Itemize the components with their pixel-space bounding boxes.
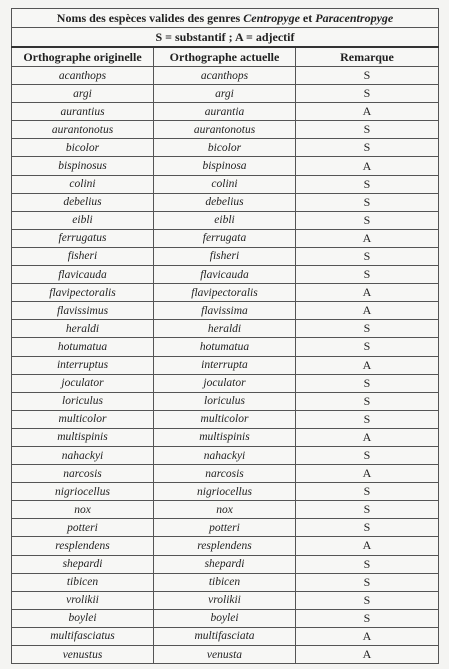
original-spelling-cell: bispinosus <box>12 157 154 175</box>
table-row <box>12 121 439 139</box>
original-spelling-cell: nahackyi <box>12 446 154 464</box>
original-spelling-cell: boylei <box>12 609 154 627</box>
title-connector: et <box>299 10 316 25</box>
original-spelling-cell: aurantius <box>12 103 154 121</box>
remark-cell: S <box>296 410 439 428</box>
original-spelling-cell: flavicauda <box>12 266 154 284</box>
title-prefix: Noms des espèces valides des genres <box>56 10 244 25</box>
table-row <box>12 211 439 229</box>
table-row <box>12 627 439 645</box>
remark-cell: S <box>296 519 439 537</box>
table-row <box>12 465 439 483</box>
table-row <box>12 157 439 175</box>
table-row <box>12 103 439 121</box>
original-spelling-cell: multifasciatus <box>12 627 154 645</box>
current-spelling-cell: interrupta <box>154 356 296 374</box>
table-row <box>12 320 439 338</box>
original-spelling-cell: resplendens <box>12 537 154 555</box>
original-spelling-cell: colini <box>12 175 154 193</box>
original-spelling-cell: acanthops <box>12 67 154 85</box>
table-row <box>12 609 439 627</box>
remark-cell: S <box>296 175 439 193</box>
original-spelling-cell: vrolikii <box>12 591 154 609</box>
original-spelling-cell: ferrugatus <box>12 229 154 247</box>
original-spelling-cell: fisheri <box>12 247 154 265</box>
current-spelling-cell: ferrugata <box>154 229 296 247</box>
table-row <box>12 356 439 374</box>
table-row <box>12 573 439 591</box>
remark-cell: A <box>296 356 439 374</box>
table-body <box>12 67 439 664</box>
remark-cell: S <box>296 67 439 85</box>
table-row <box>12 284 439 302</box>
original-spelling-cell: interruptus <box>12 356 154 374</box>
remark-cell: S <box>296 193 439 211</box>
original-spelling-cell: heraldi <box>12 320 154 338</box>
current-spelling-cell: argi <box>154 85 296 103</box>
remark-cell: A <box>296 537 439 555</box>
remark-cell: S <box>296 573 439 591</box>
remark-cell: S <box>296 392 439 410</box>
remark-cell: S <box>296 555 439 573</box>
remark-cell: A <box>296 157 439 175</box>
current-spelling-cell: fisheri <box>154 247 296 265</box>
original-spelling-cell: multispinis <box>12 428 154 446</box>
original-spelling-cell: bicolor <box>12 139 154 157</box>
current-spelling-cell: flavipectoralis <box>154 284 296 302</box>
title-genus-paracentropyge: Paracentropyge <box>315 10 394 25</box>
remark-cell: S <box>296 85 439 103</box>
current-spelling-cell: eibli <box>154 211 296 229</box>
remark-cell: S <box>296 446 439 464</box>
original-spelling-cell: nox <box>12 501 154 519</box>
current-spelling-cell: colini <box>154 175 296 193</box>
current-spelling-cell: aurantia <box>154 103 296 121</box>
remark-cell: S <box>296 483 439 501</box>
remark-cell: S <box>296 609 439 627</box>
original-spelling-cell: eibli <box>12 211 154 229</box>
remark-cell: S <box>296 266 439 284</box>
current-spelling-cell: joculator <box>154 374 296 392</box>
current-spelling-cell: nahackyi <box>154 446 296 464</box>
current-spelling-cell: multifasciata <box>154 627 296 645</box>
table-row <box>12 446 439 464</box>
original-spelling-cell: potteri <box>12 519 154 537</box>
title-genus-centropyge: Centropyge <box>243 10 300 25</box>
current-spelling-cell: acanthops <box>154 67 296 85</box>
current-spelling-cell: multicolor <box>154 410 296 428</box>
original-spelling-cell: venustus <box>12 646 154 664</box>
current-spelling-cell: heraldi <box>154 320 296 338</box>
current-spelling-cell: narcosis <box>154 465 296 483</box>
remark-cell: A <box>296 302 439 320</box>
table-row <box>12 67 439 85</box>
original-spelling-cell: nigriocellus <box>12 483 154 501</box>
remark-cell: A <box>296 465 439 483</box>
original-spelling-cell: flavipectoralis <box>12 284 154 302</box>
remark-cell: A <box>296 646 439 664</box>
remark-cell: S <box>296 501 439 519</box>
table-row <box>12 338 439 356</box>
table-title <box>12 9 439 28</box>
original-spelling-cell: debelius <box>12 193 154 211</box>
current-spelling-cell: shepardi <box>154 555 296 573</box>
current-spelling-cell: nox <box>154 501 296 519</box>
table-row <box>12 247 439 265</box>
original-spelling-cell: narcosis <box>12 465 154 483</box>
current-spelling-cell: flavissima <box>154 302 296 320</box>
table-title-row <box>12 9 439 28</box>
column-header-current: Orthographe actuelle <box>154 47 296 67</box>
current-spelling-cell: hotumatua <box>154 338 296 356</box>
table-row <box>12 646 439 664</box>
current-spelling-cell: debelius <box>154 193 296 211</box>
table-row <box>12 501 439 519</box>
original-spelling-cell: shepardi <box>12 555 154 573</box>
original-spelling-cell: flavissimus <box>12 302 154 320</box>
current-spelling-cell: bicolor <box>154 139 296 157</box>
remark-cell: S <box>296 374 439 392</box>
remark-cell: S <box>296 591 439 609</box>
current-spelling-cell: loriculus <box>154 392 296 410</box>
table-row <box>12 229 439 247</box>
remark-cell: S <box>296 338 439 356</box>
remark-cell: S <box>296 247 439 265</box>
current-spelling-cell: tibicen <box>154 573 296 591</box>
current-spelling-cell: resplendens <box>154 537 296 555</box>
remark-cell: A <box>296 229 439 247</box>
original-spelling-cell: argi <box>12 85 154 103</box>
remark-cell: S <box>296 121 439 139</box>
current-spelling-cell: potteri <box>154 519 296 537</box>
remark-cell: S <box>296 139 439 157</box>
column-header-remark: Remarque <box>296 47 439 67</box>
current-spelling-cell: aurantonotus <box>154 121 296 139</box>
legend-row <box>12 28 439 48</box>
table-row <box>12 374 439 392</box>
current-spelling-cell: multispinis <box>154 428 296 446</box>
table-row <box>12 392 439 410</box>
table-row <box>12 175 439 193</box>
original-spelling-cell: loriculus <box>12 392 154 410</box>
column-header-row <box>12 47 439 67</box>
remark-cell: S <box>296 320 439 338</box>
remark-cell: A <box>296 428 439 446</box>
current-spelling-cell: boylei <box>154 609 296 627</box>
species-table <box>11 8 439 664</box>
current-spelling-cell: nigriocellus <box>154 483 296 501</box>
remark-cell: A <box>296 284 439 302</box>
current-spelling-cell: bispinosa <box>154 157 296 175</box>
current-spelling-cell: flavicauda <box>154 266 296 284</box>
original-spelling-cell: multicolor <box>12 410 154 428</box>
table-row <box>12 428 439 446</box>
remark-cell: A <box>296 103 439 121</box>
table-row <box>12 519 439 537</box>
remark-cell: S <box>296 211 439 229</box>
table-row <box>12 139 439 157</box>
original-spelling-cell: aurantonotus <box>12 121 154 139</box>
column-header-original: Orthographe originelle <box>12 47 154 67</box>
table-row <box>12 537 439 555</box>
current-spelling-cell: vrolikii <box>154 591 296 609</box>
original-spelling-cell: hotumatua <box>12 338 154 356</box>
current-spelling-cell: venusta <box>154 646 296 664</box>
table-row <box>12 266 439 284</box>
table-row <box>12 85 439 103</box>
table-row <box>12 410 439 428</box>
species-table-container <box>11 8 438 664</box>
original-spelling-cell: tibicen <box>12 573 154 591</box>
table-row <box>12 555 439 573</box>
table-row <box>12 483 439 501</box>
table-row <box>12 302 439 320</box>
remark-cell: A <box>296 627 439 645</box>
table-row <box>12 193 439 211</box>
legend-text: S = substantif ; A = adjectif <box>12 28 439 48</box>
original-spelling-cell: joculator <box>12 374 154 392</box>
table-row <box>12 591 439 609</box>
